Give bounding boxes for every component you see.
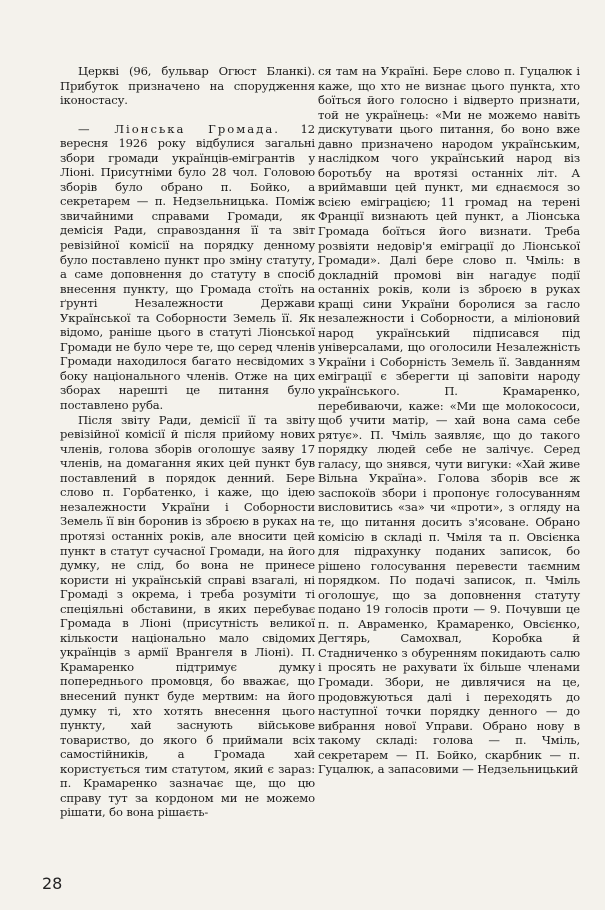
- lyon-paragraph: [60, 122, 315, 413]
- paragraph-gap: [60, 108, 315, 122]
- report-paragraph: Після звіту Ради, демісії її та звіту ревізійної комісії й після прийому нових членів, голова зборів оголошує заяву 17 членів, на домагання яких цей пункт був поставлений в порядок денний. Бере слово п. Горбатенко, і каже, що ідею незалежности України і Соборности Земель її він боронив із зброєю в руках на протязі останніх років, але вносити цей пункт в статут сучасної Громади, на його думку, не слід, бо вона не принесе користи ні українській справі взагалі, ні Громаді з окрема, і треба розуміти ті спеціяльні обставини, в яких перебуває Громада в Ліоні (присутність великої кількости національно мало свідомих українців з армії Врангеля в Ліоні). П. Крамаренко підтримує думку попереднього промовця, бо вважає, що внесений пункт буде мертвим: на його думку ті, хто хотять внесення цього пункту, хай заснують військове товариство, до якого б приймали всіх самостійників, а Громада хай користується тим статутом, який є зараз: п. Крамаренко зазначає ще, що цю справу тут за кордоном ми не можемо рішати, бо вона рішаєть-: [60, 412, 315, 820]
- left-column: [60, 64, 315, 820]
- lyon-text: 12 вересня 1926 року відбулися загальні збори громади українців-емігрантів у Ліоні. Присутніми було 28 чол. Головою зборів було обрано п. Бойко, а секретарем — п. Недзельницька. Поміж звичайними справами Громади, як демісія Ради, справоздання її та звіт ревізійної комісії на порядку денному було поставлено пункт про зміну статуту, а саме доповнення до статуту в спосіб внесення пункту, що Громада стоїть на ґрунті Незалежности Держави Української та Соборности Земель її. Як відомо, раніше цього в статуті Ліонської Громади не було чере те, що серед членів Громади находилося багато несвідомих з боку національного членів. Отже на цих зборах нарешті це питання було поставлено руба.: [60, 121, 315, 413]
- page-number: 28: [42, 874, 63, 893]
- intro-paragraph: Церкві (96, бульвар Огюст Бланкі). Прибуток призначено на спорудження іконостасу.: [60, 64, 315, 108]
- section-heading: — Ліонська Громада.: [78, 121, 280, 136]
- continuation-paragraph: ся там на Україні. Бере слово п. Гуцалюк і каже, що хто не визнає цього пункта, хто боїться його голосно і відверто признати, той не українець: «Ми не можемо навіть дискутувати цього питання, бо воно вже давно призначено народом українським, наслідком чого український народ віз боротьбу на вротязі останніх літ. А вриймавши цей пункт, ми єднаємося зо всією еміграцією; 11 громад на терені Франції визнають цей пункт, а Ліонська Громада боїться його визнати. Треба розвіяти недовір'я еміграції до Ліонської Громади». Далі бере слово п. Чміль: в докладній промові він нагадує події останніх років, коли із зброєю в руках кращі сини України боролися за гасло незалежности і Соборности, а міліоновий народ український підписався під універсалами, що оголосили Незалежність України і Соборність Земель її. Завданням еміграції є зберегти ці заповіти народу українського. П. Крамаренко, перебиваючи, каже: «Ми ще молокососи, щоб учити матір, — хай вона сама себе рятує». П. Чміль заявляє, що до такого порядку людей себе не залічує. Серед галасу, що знявся, чути вигуки: «Хай живе Вільна Україна». Голова зборів все ж заспокоїв збори і пропонує голосуванням висловитись «за» чи «проти», з огляду на те, що питання досить з'ясоване. Обрано комісію в складі п. Чміля та п. Овсієнка для підрахунку поданих записок, бо рішено голосування перевести таємним порядком. По подачі записок, п. Чміль оголошує, що за доповнення статуту подано 19 голосів проти — 9. Почувши це п. п. Авраменко, Крамаренко, Овсієнко, Дегтярь, Самохвал, Коробка й Стадниченко з обуренням покидають салю і просять не рахувати їх більше членами Громади. Збори, не дивлячися на це, продовжуються далі і переходять до наступної точки порядку денного — до вибрання нової Управи. Обрано нову в такому складі: голова — п. Чміль, секретарем — П. Бойко, скарбник — п. Гуцалюк, а запасовими — Недзельницький: [318, 64, 580, 777]
- right-column: [318, 64, 580, 777]
